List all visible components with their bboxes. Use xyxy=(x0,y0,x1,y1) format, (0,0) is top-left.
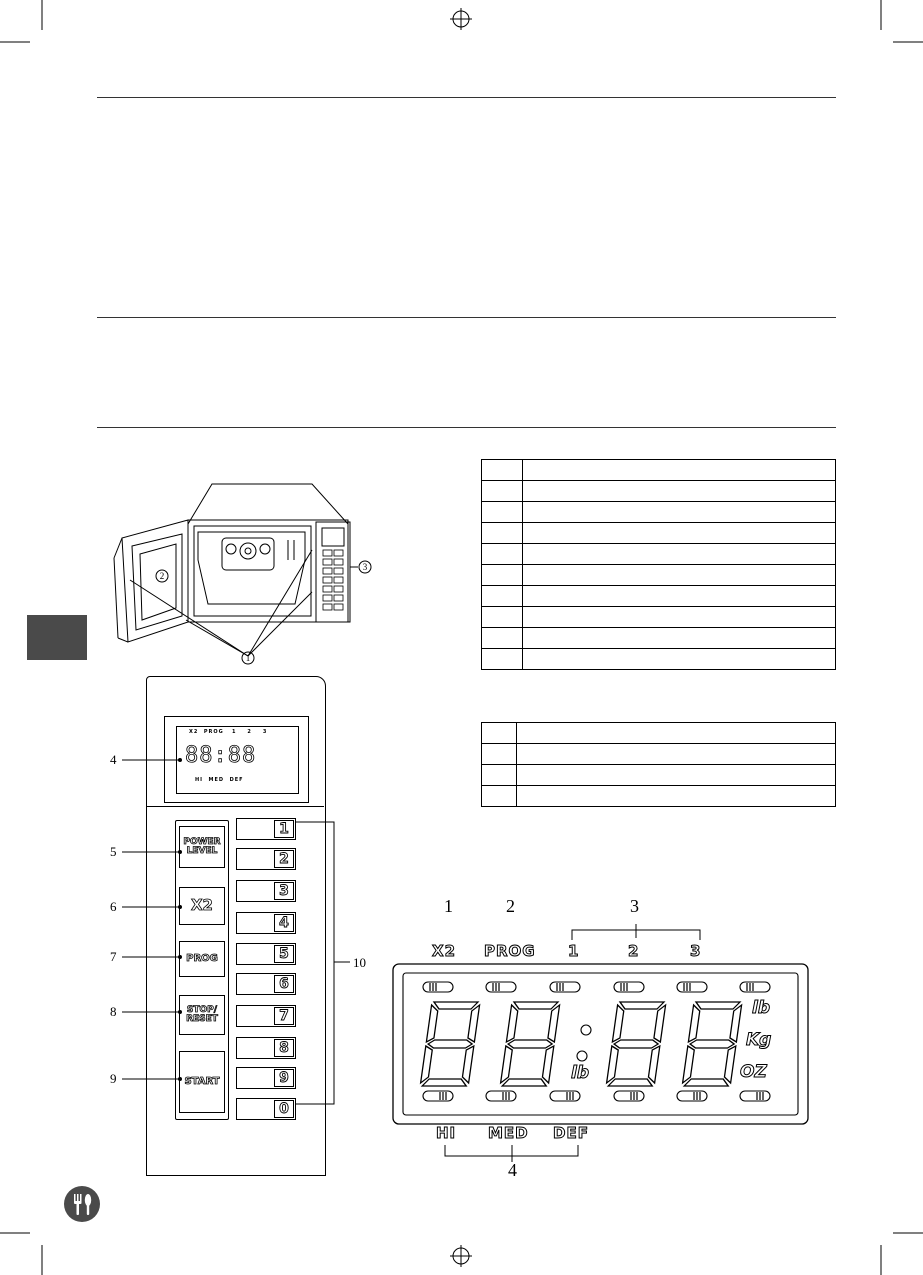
start-button[interactable]: START xyxy=(179,1051,225,1113)
callout-10: 10 xyxy=(353,955,366,970)
oven-callout-2: 2 xyxy=(159,571,165,581)
lcd-label-med: MED xyxy=(488,1124,529,1142)
parts-table xyxy=(481,459,836,670)
lcd-label-x2: X2 xyxy=(432,942,457,960)
number-key-4[interactable]: 4 xyxy=(236,912,296,934)
lcd-unit-lb-center: lb xyxy=(571,1063,589,1083)
lcd-unit-oz: OZ xyxy=(740,1062,767,1082)
number-key-8[interactable]: 8 xyxy=(236,1037,296,1059)
table-row xyxy=(482,565,836,586)
lcd-callout-2: 2 xyxy=(506,896,515,916)
callout-6: 6 xyxy=(110,899,117,914)
table-row xyxy=(482,744,836,765)
lcd-unit-kg: Kg xyxy=(746,1030,772,1050)
number-key-9[interactable]: 9 xyxy=(236,1067,296,1089)
mini-display-top-labels: X2 PROG 1 2 3 xyxy=(189,729,268,735)
table-row xyxy=(482,607,836,628)
prog-button[interactable]: PROG xyxy=(179,941,225,977)
mini-display-digits: 88:88 xyxy=(185,743,257,768)
table-row xyxy=(482,723,836,744)
table-row xyxy=(482,786,836,807)
table-row xyxy=(482,502,836,523)
display-table xyxy=(481,722,836,807)
power-level-button[interactable]: POWER LEVEL xyxy=(179,826,225,868)
oven-callout-1: 1 xyxy=(245,653,251,663)
lcd-label-1: 1 xyxy=(568,942,580,960)
table-row xyxy=(482,481,836,502)
lcd-label-hi: HI xyxy=(436,1124,457,1142)
table-row xyxy=(482,628,836,649)
table-row xyxy=(482,586,836,607)
lcd-callout-1: 1 xyxy=(444,896,453,916)
table-row xyxy=(482,765,836,786)
cutlery-icon xyxy=(64,1186,100,1222)
stop-reset-button[interactable]: STOP/ RESET xyxy=(179,995,225,1035)
table-row xyxy=(482,460,836,481)
lcd-label-prog: PROG xyxy=(484,942,536,960)
callout-8: 8 xyxy=(110,1004,117,1019)
oven-callout-3: 3 xyxy=(362,562,368,572)
number-key-2[interactable]: 2 xyxy=(236,848,296,870)
number-key-0[interactable]: 0 xyxy=(236,1098,296,1120)
number-key-1[interactable]: 1 xyxy=(236,818,296,840)
table-row xyxy=(482,649,836,670)
lcd-label-3: 3 xyxy=(690,942,702,960)
mini-display-bottom-labels: HI MED DEF xyxy=(195,777,244,783)
number-key-5[interactable]: 5 xyxy=(236,943,296,965)
lcd-unit-lb: lb xyxy=(752,998,770,1018)
table-row xyxy=(482,523,836,544)
callout-5: 5 xyxy=(110,844,117,859)
callout-4: 4 xyxy=(110,752,117,767)
microwave-oven-illustration xyxy=(100,480,380,665)
number-key-6[interactable]: 6 xyxy=(236,973,296,995)
table-row xyxy=(482,544,836,565)
number-key-3[interactable]: 3 xyxy=(236,880,296,902)
panel-callout-lines xyxy=(100,740,380,1130)
lcd-label-def: DEF xyxy=(553,1124,589,1142)
section-rule-1 xyxy=(97,97,836,98)
lcd-callout-4: 4 xyxy=(508,1160,517,1180)
x2-button[interactable]: X2 xyxy=(179,887,225,925)
lcd-label-2: 2 xyxy=(628,942,640,960)
number-key-7[interactable]: 7 xyxy=(236,1005,296,1027)
callout-9: 9 xyxy=(110,1071,117,1086)
language-side-tab xyxy=(27,615,87,660)
callout-7: 7 xyxy=(110,949,117,964)
section-rule-2 xyxy=(97,317,836,318)
section-rule-3 xyxy=(97,427,836,428)
lcd-callout-3: 3 xyxy=(630,896,639,916)
